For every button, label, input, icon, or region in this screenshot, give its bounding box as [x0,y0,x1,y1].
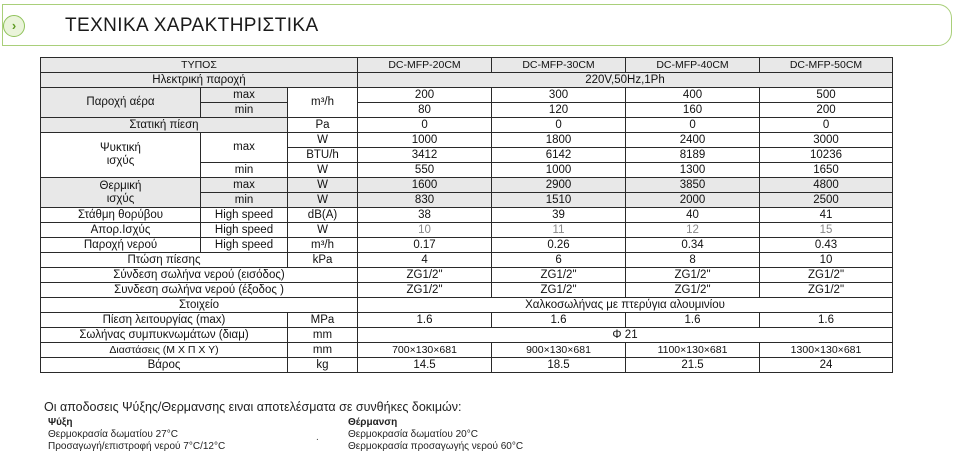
table-row [41,283,893,298]
value-cell: 38 [358,208,492,223]
chevron-right-icon[interactable]: › [3,15,25,37]
value-cell: 120 [492,103,626,118]
heating-heading: Θέρμανση [348,417,398,428]
sub-label: min [201,103,288,118]
cooling-line2: Προσαγωγή/επιστροφή νερού 7°C/12°C [48,441,226,452]
value-cell: 220V,50Hz,1Ph [358,73,893,88]
row-label: Στάθμη θορύβου [41,208,201,223]
value-cell: 80 [358,103,492,118]
value-cell: 18.5 [492,358,626,373]
value-cell: 11 [492,223,626,238]
unit-cell: BTU/h [288,148,358,163]
table-row [41,328,893,343]
section-title: ΤΕΧΝΙΚΑ ΧΑΡΑΚΤΗΡΙΣΤΙΚΑ [65,15,319,36]
value-cell: 300 [492,88,626,103]
mode-label: High speed [201,238,288,253]
heating-label-line2: ισχύς [106,192,135,205]
value-cell: ZG1/2" [358,268,492,283]
row-label: Στατική πίεση [41,118,288,133]
value-cell: 24 [760,358,893,373]
value-cell: 3412 [358,148,492,163]
cooling-label-line1: Ψυκτική [100,142,141,154]
row-label: Σωλήνας συμπυκνωμάτων (διαμ) [41,328,288,343]
sub-label: max [201,133,288,163]
value-cell: ZG1/2" [760,268,893,283]
table-row [41,178,893,193]
row-label: Συνδεση σωλήνα νερού (έξοδος ) [41,283,358,298]
unit-cell: mm [288,328,358,343]
value-cell: 15 [760,223,893,238]
cooling-label-line2: ισχύς [106,155,135,167]
value-cell: 1300 [626,163,760,178]
value-cell: 1000 [492,163,626,178]
value-cell: 40 [626,208,760,223]
test-conditions-title: Οι αποδοσεις Ψύξης/Θερμανσης ειναι αποτελέσματα σε συνθήκες δοκιμών: [44,400,462,414]
value-cell: ZG1/2" [626,268,760,283]
table-row [41,223,893,238]
model-cell: DC-MFP-40CM [626,58,760,73]
value-cell: 6 [492,253,626,268]
table-row [41,208,893,223]
unit-cell: kg [288,358,358,373]
value-cell: 8 [626,253,760,268]
value-cell: ZG1/2" [492,283,626,298]
row-label: Σύνδεση σωλήνα νερού (εισόδος) [41,268,358,283]
cooling-conditions [48,417,225,453]
cooling-line1: Θερμοκρασία δωματίου 27°C [48,429,178,440]
value-cell: 4 [358,253,492,268]
table-row [41,238,893,253]
value-cell: Φ 21 [358,328,893,343]
value-cell: 0.26 [492,238,626,253]
value-cell: 400 [626,88,760,103]
value-cell: 1510 [492,193,626,208]
value-cell: 0 [492,118,626,133]
value-cell: 0 [626,118,760,133]
sub-label: max [201,178,288,193]
model-cell: DC-MFP-20CM [358,58,492,73]
value-cell: 41 [760,208,893,223]
value-cell: 1600 [358,178,492,193]
unit-cell: MPa [288,313,358,328]
unit-cell: W [288,178,358,193]
value-cell: 200 [358,88,492,103]
unit-cell: W [288,193,358,208]
value-cell: 14.5 [358,358,492,373]
value-cell: 1650 [760,163,893,178]
value-cell: 1.6 [760,313,893,328]
value-cell: ZG1/2" [492,268,626,283]
row-label: Παροχή νερού [41,238,201,253]
heating-conditions [348,417,523,453]
heating-label-line1: Θερμική [99,179,142,192]
value-cell: 0 [760,118,893,133]
value-cell: 1300×130×681 [760,343,893,358]
row-label: Διαστάσεις (Μ Χ Π Χ Υ) [41,343,288,358]
value-cell: 700×130×681 [358,343,492,358]
value-cell: 2000 [626,193,760,208]
unit-cell: W [288,133,358,148]
unit-cell: W [288,223,358,238]
unit-cell: Pa [288,118,358,133]
table-row [41,343,893,358]
sub-label: min [201,193,288,208]
unit-cell: m³/h [288,88,358,118]
value-cell: 12 [626,223,760,238]
heating-line2: Θερμοκρασία προσαγωγής νερού 60°C [348,441,524,452]
value-cell: 0.17 [358,238,492,253]
row-label: Πτώση πίεσης [41,253,288,268]
unit-cell: dB(A) [288,208,358,223]
value-cell: 10236 [760,148,893,163]
value-cell: 1100×130×681 [626,343,760,358]
value-cell: 21.5 [626,358,760,373]
unit-cell: m³/h [288,238,358,253]
row-label: Απορ.Ισχύς [41,223,201,238]
row-label: Βάρος [41,358,288,373]
value-cell: 1000 [358,133,492,148]
cooling-heading: Ψύξη [48,417,73,428]
value-cell: 550 [358,163,492,178]
table-row [41,133,893,148]
value-cell: 830 [358,193,492,208]
sub-label: max [201,88,288,103]
value-cell: 0.43 [760,238,893,253]
value-cell: 10 [760,253,893,268]
mode-label: High speed [201,223,288,238]
row-label: Πίεση λειτουργίας (max) [41,313,288,328]
value-cell: 8189 [626,148,760,163]
unit-cell: kPa [288,253,358,268]
value-cell: ZG1/2" [626,283,760,298]
unit-cell: mm [288,343,358,358]
table-row [41,58,893,73]
table-row [41,358,893,373]
value-cell: 0.34 [626,238,760,253]
value-cell: Χαλκοσωλήνας με πτερύγια αλουμινίου [358,298,893,313]
value-cell: 1.6 [492,313,626,328]
sub-label: min [201,163,288,178]
section-header-banner [2,4,952,46]
table-row [41,73,893,88]
value-cell: 2400 [626,133,760,148]
unit-cell: W [288,163,358,178]
value-cell: 2900 [492,178,626,193]
table-row [41,298,893,313]
separator-dot: . [316,432,319,443]
value-cell: 4800 [760,178,893,193]
row-label: Στοιχείο [41,298,358,313]
value-cell: 2500 [760,193,893,208]
model-cell: DC-MFP-30CM [492,58,626,73]
value-cell: 1.6 [626,313,760,328]
table-row [41,253,893,268]
value-cell: 3000 [760,133,893,148]
value-cell: 900×130×681 [492,343,626,358]
value-cell: 500 [760,88,893,103]
value-cell: 39 [492,208,626,223]
type-label: ΤΥΠΟΣ [41,58,358,73]
model-cell: DC-MFP-50CM [760,58,893,73]
row-label: Ηλεκτρική παροχή [41,73,358,88]
value-cell: 6142 [492,148,626,163]
value-cell: ZG1/2" [358,283,492,298]
mode-label: High speed [201,208,288,223]
value-cell: 10 [358,223,492,238]
row-label [41,178,201,208]
value-cell: 0 [358,118,492,133]
value-cell: 200 [760,103,893,118]
row-label [41,133,201,178]
heating-line1: Θερμοκρασία δωματίου 20°C [348,429,478,440]
value-cell: ZG1/2" [760,283,893,298]
specifications-table [40,57,893,373]
table-row [41,118,893,133]
value-cell: 1.6 [358,313,492,328]
value-cell: 3850 [626,178,760,193]
table-row [41,268,893,283]
value-cell: 1800 [492,133,626,148]
row-label: Παροχή αέρα [41,88,201,118]
table-row [41,313,893,328]
value-cell: 160 [626,103,760,118]
table-row [41,88,893,103]
